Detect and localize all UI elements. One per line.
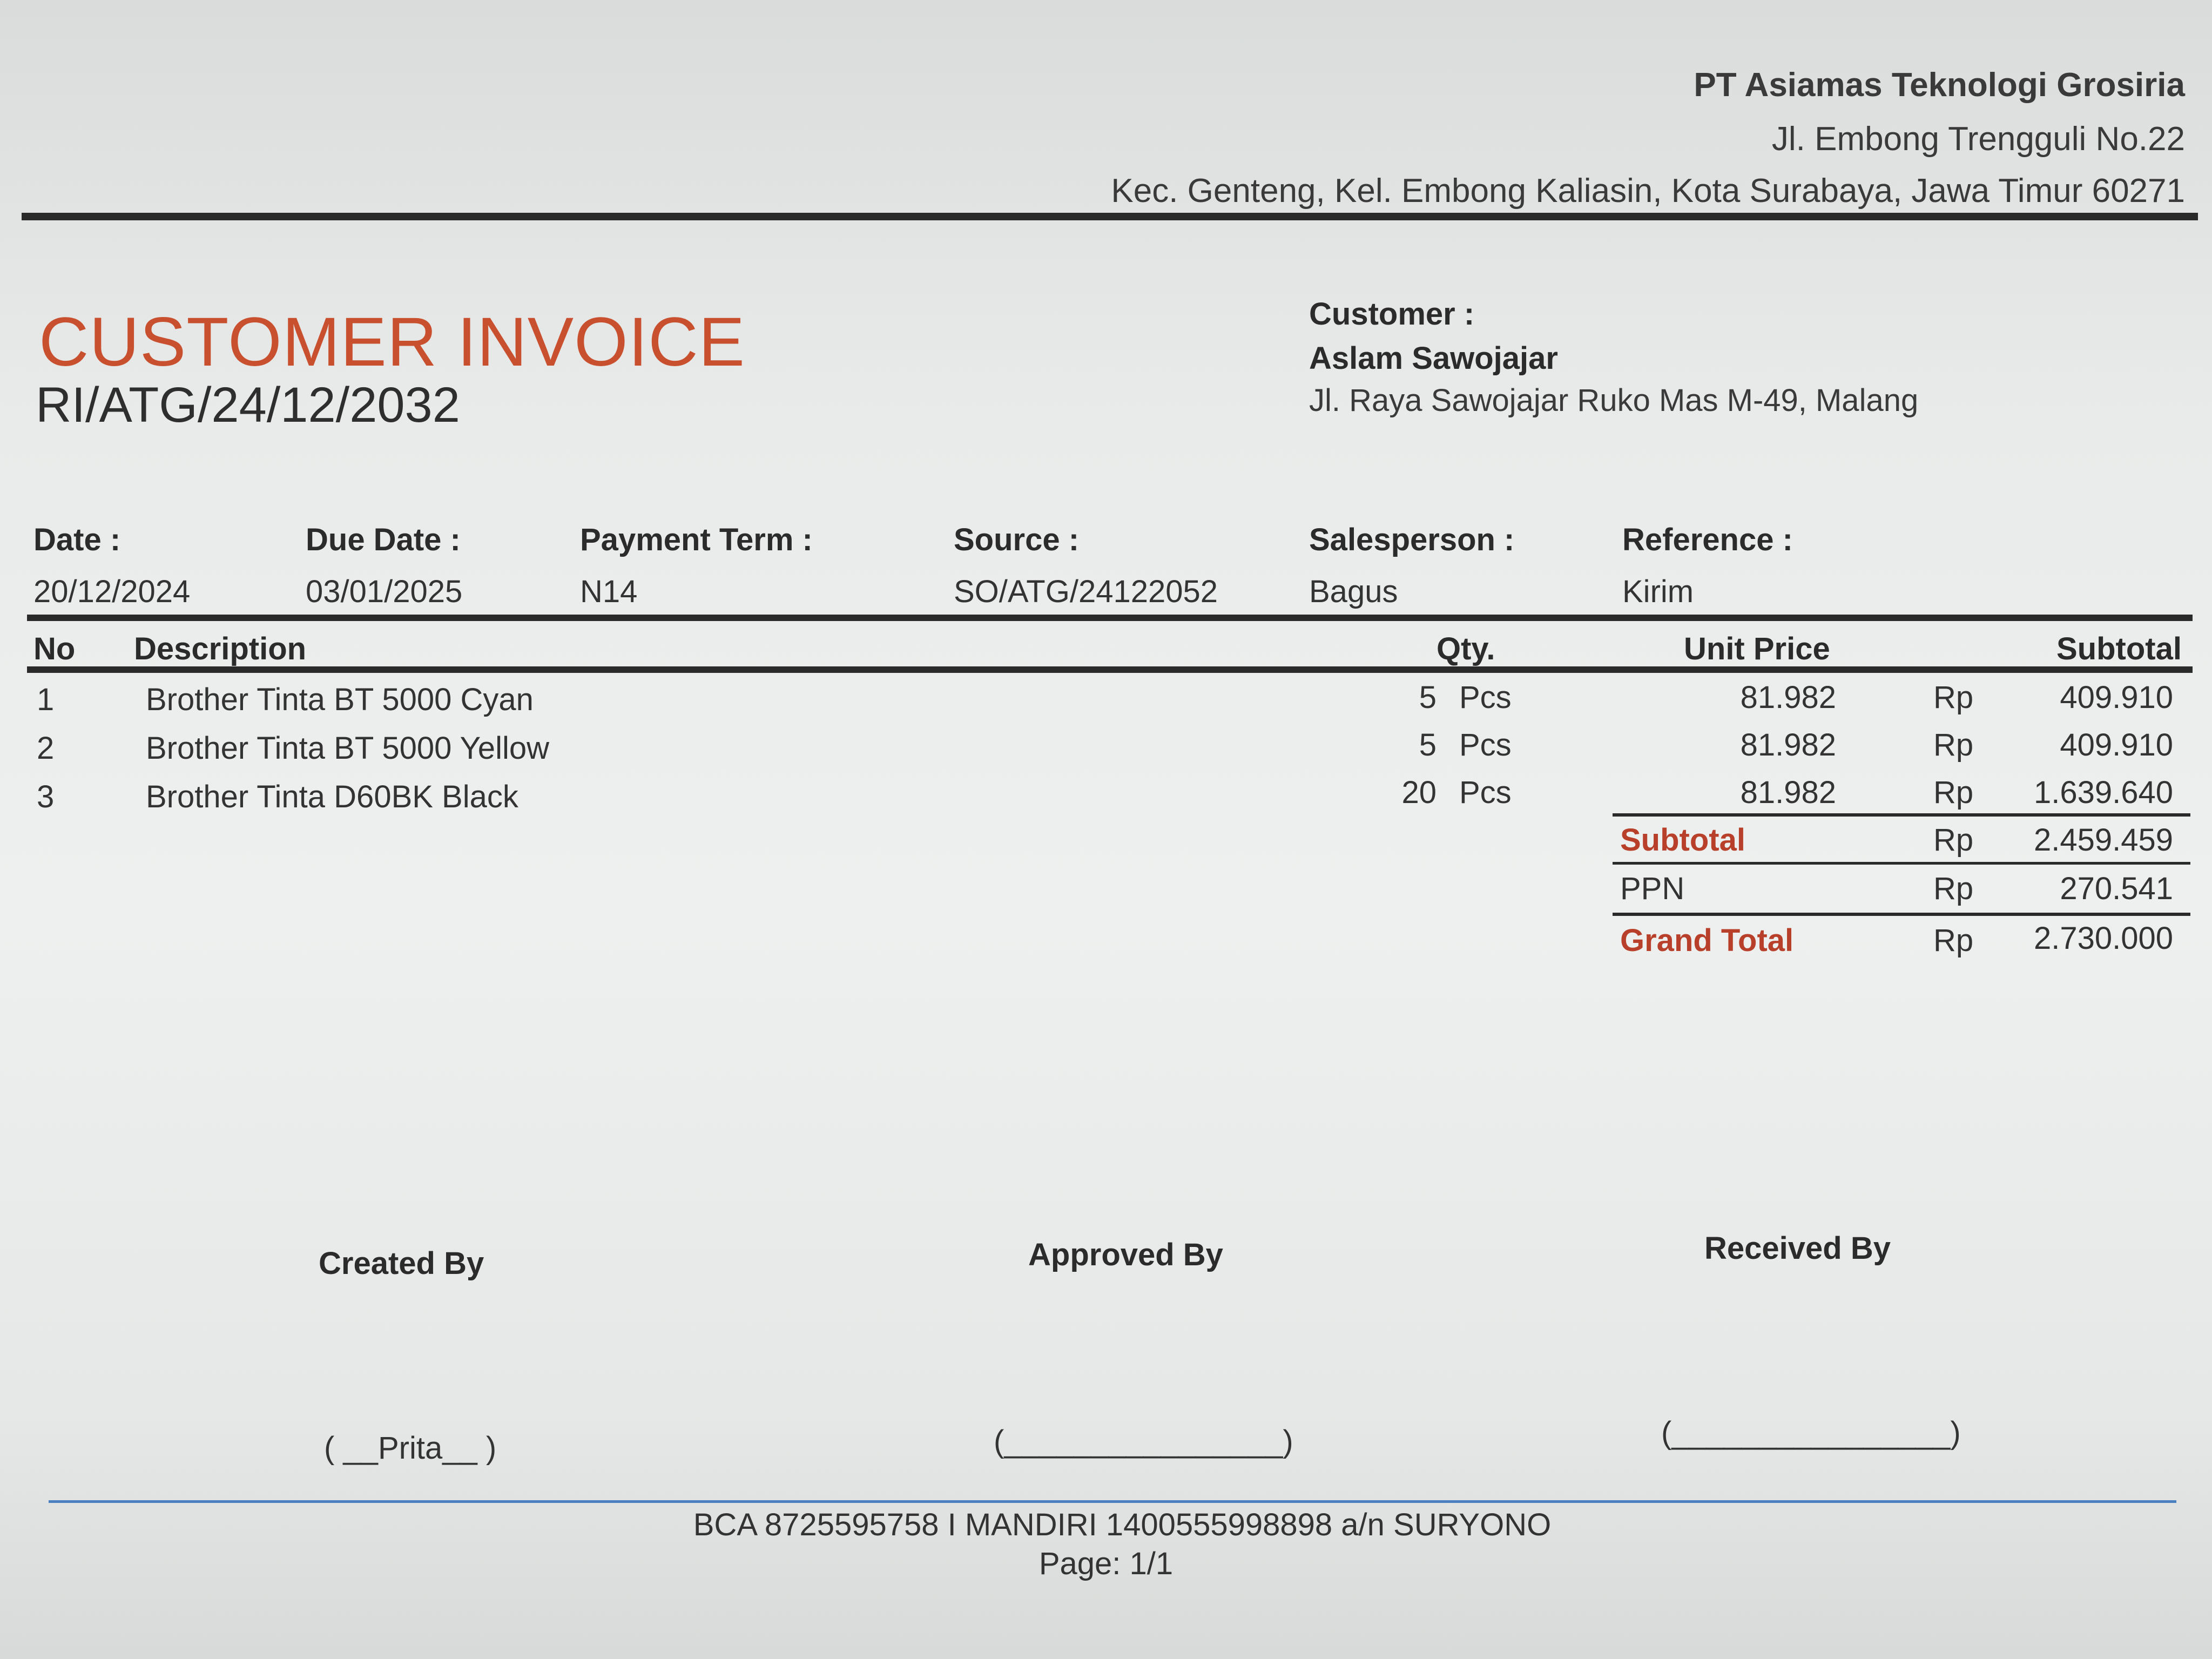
ppn-value: 270.541 [2060,871,2173,906]
table-row-unit-price: 81.982 [1740,775,1836,810]
table-row-unit-price: 81.982 [1740,680,1836,715]
invoice-title: CUSTOMER INVOICE [39,304,745,381]
subtotal-value: 2.459.459 [2033,822,2173,858]
grand-total-currency: Rp [1933,923,1974,958]
salesperson-value: Bagus [1309,574,1398,609]
col-header-no: No [33,631,76,666]
created-by-label: Created By [319,1246,484,1281]
table-row-subtotal: 1.639.640 [2033,775,2173,810]
table-row-subtotal: 409.910 [2060,727,2173,763]
reference-value: Kirim [1622,574,1694,609]
received-by-label: Received By [1704,1231,1891,1266]
due-date-label: Due Date : [306,522,461,557]
table-row-no: 1 [37,682,55,717]
subtotal-label: Subtotal [1620,822,1745,858]
table-row-description: Brother Tinta D60BK Black [146,779,518,814]
date-label: Date : [33,522,121,557]
bank-info: BCA 8725595758 I MANDIRI 1400555998898 a/n SURYONO [693,1507,1552,1542]
grand-total-label: Grand Total [1620,923,1794,958]
table-row-description: Brother Tinta BT 5000 Yellow [146,731,549,766]
table-header-rule [27,666,2193,673]
table-top-rule [27,615,2193,621]
header-rule [22,213,2198,220]
payment-term-value: N14 [580,574,638,609]
grand-total-value: 2.730.000 [2033,921,2173,956]
company-address-line2: Kec. Genteng, Kel. Embong Kaliasin, Kota Surabaya, Jawa Timur 60271 [1111,172,2185,210]
table-row-currency: Rp [1933,680,1974,715]
date-value: 20/12/2024 [33,574,191,609]
approved-by-signature-line: (________________) [994,1424,1293,1459]
source-value: SO/ATG/24122052 [954,574,1218,609]
invoice-number: RI/ATG/24/12/2032 [36,377,460,433]
table-row-currency: Rp [1933,727,1974,763]
col-header-qty: Qty. [1437,631,1495,666]
reference-label: Reference : [1622,522,1793,557]
created-by-name: ( __Prita__ ) [324,1431,497,1466]
company-name: PT Asiamas Teknologi Grosiria [1694,66,2185,104]
table-row-qty: 5 [1419,727,1437,763]
table-row-no: 3 [37,779,55,814]
subtotal-currency: Rp [1933,822,1974,858]
table-row-unit-price: 81.982 [1740,727,1836,763]
payment-term-label: Payment Term : [580,522,813,557]
due-date-value: 03/01/2025 [306,574,463,609]
footer-rule [49,1500,2176,1503]
company-address-line1: Jl. Embong Trengguli No.22 [1771,120,2185,158]
customer-name: Aslam Sawojajar [1309,341,1558,376]
approved-by-label: Approved By [1028,1237,1223,1272]
table-row-no: 2 [37,731,55,766]
ppn-currency: Rp [1933,871,1974,906]
table-row-currency: Rp [1933,775,1974,810]
table-row-unit: Pcs [1459,727,1512,763]
totals-rule-mid [1613,862,2190,865]
totals-rule-bottom [1613,913,2190,916]
table-row-qty: 20 [1401,775,1437,810]
salesperson-label: Salesperson : [1309,522,1515,557]
col-header-unit-price: Unit Price [1684,631,1830,666]
col-header-subtotal: Subtotal [2056,631,2182,666]
customer-label: Customer : [1309,296,1475,332]
table-row-unit: Pcs [1459,775,1512,810]
source-label: Source : [954,522,1080,557]
received-by-signature-line: (________________) [1661,1415,1961,1451]
ppn-label: PPN [1620,871,1685,906]
table-row-description: Brother Tinta BT 5000 Cyan [146,682,534,717]
page-number: Page: 1/1 [1038,1546,1174,1581]
table-row-qty: 5 [1419,680,1437,715]
table-row-subtotal: 409.910 [2060,680,2173,715]
table-row-unit: Pcs [1459,680,1512,715]
totals-rule-top [1613,813,2190,817]
col-header-description: Description [134,631,307,666]
customer-address: Jl. Raya Sawojajar Ruko Mas M-49, Malang [1309,383,1919,418]
